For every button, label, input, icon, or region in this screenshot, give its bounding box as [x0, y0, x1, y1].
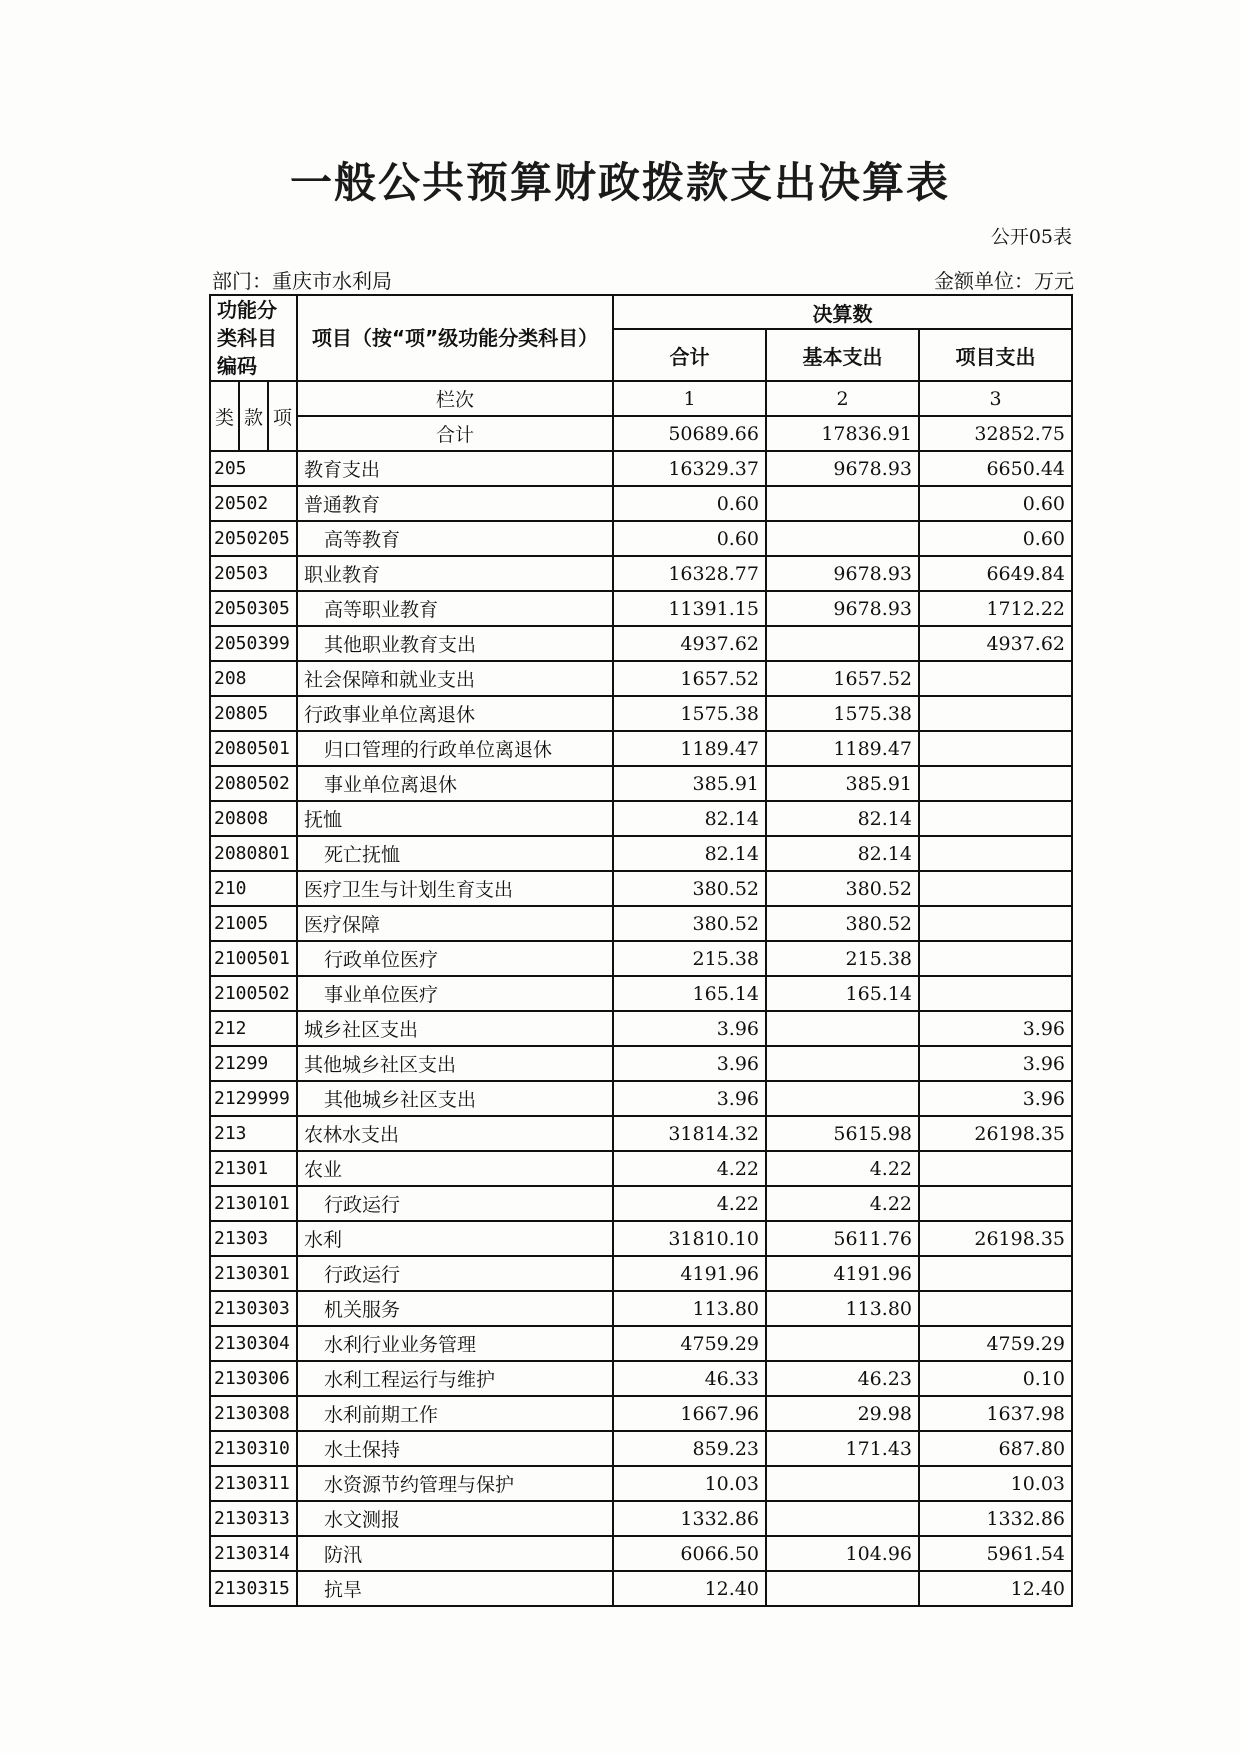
row-project: 0.10 [919, 1361, 1072, 1396]
row-code: 2050399 [210, 626, 297, 661]
row-code: 2050305 [210, 591, 297, 626]
row-code: 21301 [210, 1151, 297, 1186]
table-row [210, 1571, 1072, 1606]
row-code: 2130310 [210, 1431, 297, 1466]
row-basic: 9678.93 [766, 451, 919, 486]
row-code: 2130314 [210, 1536, 297, 1571]
row-basic: 5615.98 [766, 1116, 919, 1151]
row-total: 1657.52 [613, 661, 766, 696]
row-code: 212 [210, 1011, 297, 1046]
row-total: 16328.77 [613, 556, 766, 591]
row-code: 21299 [210, 1046, 297, 1081]
row-total: 0.60 [613, 486, 766, 521]
row-project [919, 906, 1072, 941]
table-row [210, 626, 1072, 661]
row-basic: 165.14 [766, 976, 919, 1011]
table-row [210, 451, 1072, 486]
row-project [919, 941, 1072, 976]
row-code: 2130315 [210, 1571, 297, 1606]
row-total: 380.52 [613, 871, 766, 906]
row-name: 农业 [297, 1151, 613, 1186]
table-row [210, 871, 1072, 906]
row-code: 2100501 [210, 941, 297, 976]
row-name: 防汛 [297, 1536, 613, 1571]
header-project: 项目支出 [919, 329, 1072, 381]
row-total: 12.40 [613, 1571, 766, 1606]
row-total: 4937.62 [613, 626, 766, 661]
row-basic: 1189.47 [766, 731, 919, 766]
column-number: 2 [766, 381, 919, 416]
row-project [919, 871, 1072, 906]
row-name: 行政事业单位离退休 [297, 696, 613, 731]
row-basic [766, 1046, 919, 1081]
row-project [919, 1291, 1072, 1326]
row-code: 21005 [210, 906, 297, 941]
row-total: 165.14 [613, 976, 766, 1011]
row-project [919, 1256, 1072, 1291]
row-project: 12.40 [919, 1571, 1072, 1606]
row-code: 2130306 [210, 1361, 297, 1396]
table-row [210, 1536, 1072, 1571]
row-name: 水利行业业务管理 [297, 1326, 613, 1361]
row-code: 21303 [210, 1221, 297, 1256]
table-row [210, 556, 1072, 591]
table-row [210, 1081, 1072, 1116]
row-code: 2130301 [210, 1256, 297, 1291]
row-basic [766, 1466, 919, 1501]
row-code: 20808 [210, 801, 297, 836]
row-code: 208 [210, 661, 297, 696]
row-basic: 9678.93 [766, 591, 919, 626]
row-basic [766, 486, 919, 521]
row-name: 其他职业教育支出 [297, 626, 613, 661]
row-project: 4759.29 [919, 1326, 1072, 1361]
row-code: 20503 [210, 556, 297, 591]
row-project: 0.60 [919, 521, 1072, 556]
row-project [919, 976, 1072, 1011]
row-name: 水文测报 [297, 1501, 613, 1536]
total-row-basic: 17836.91 [766, 416, 919, 451]
table-row [210, 521, 1072, 556]
row-code: 2130303 [210, 1291, 297, 1326]
row-project [919, 731, 1072, 766]
table-row [210, 1466, 1072, 1501]
row-total: 31814.32 [613, 1116, 766, 1151]
table-row [210, 906, 1072, 941]
row-code: 2080801 [210, 836, 297, 871]
row-total: 46.33 [613, 1361, 766, 1396]
row-name: 职业教育 [297, 556, 613, 591]
row-total: 380.52 [613, 906, 766, 941]
row-project [919, 836, 1072, 871]
row-project: 6650.44 [919, 451, 1072, 486]
row-project [919, 1151, 1072, 1186]
table-row [210, 1326, 1072, 1361]
row-code: 205 [210, 451, 297, 486]
row-name: 水利 [297, 1221, 613, 1256]
header-basic: 基本支出 [766, 329, 919, 381]
column-number: 1 [613, 381, 766, 416]
row-total: 82.14 [613, 836, 766, 871]
header-kuan: 款 [239, 381, 268, 451]
row-name: 水利前期工作 [297, 1396, 613, 1431]
row-total: 0.60 [613, 521, 766, 556]
table-row [210, 1046, 1072, 1081]
row-name: 教育支出 [297, 451, 613, 486]
row-code: 2080501 [210, 731, 297, 766]
table-row [210, 591, 1072, 626]
row-basic [766, 1571, 919, 1606]
table-row [210, 941, 1072, 976]
table-row [210, 1011, 1072, 1046]
row-project: 3.96 [919, 1081, 1072, 1116]
row-name: 死亡抚恤 [297, 836, 613, 871]
row-total: 385.91 [613, 766, 766, 801]
table-row [210, 836, 1072, 871]
row-basic: 4191.96 [766, 1256, 919, 1291]
table-row [210, 801, 1072, 836]
table-row [210, 1221, 1072, 1256]
row-project: 26198.35 [919, 1221, 1072, 1256]
row-project: 26198.35 [919, 1116, 1072, 1151]
row-total: 82.14 [613, 801, 766, 836]
row-code: 2130304 [210, 1326, 297, 1361]
row-project [919, 766, 1072, 801]
row-code: 20502 [210, 486, 297, 521]
row-project: 3.96 [919, 1011, 1072, 1046]
row-code: 2050205 [210, 521, 297, 556]
table-row [210, 1116, 1072, 1151]
row-code: 20805 [210, 696, 297, 731]
row-basic: 82.14 [766, 801, 919, 836]
row-basic: 46.23 [766, 1361, 919, 1396]
row-total: 16329.37 [613, 451, 766, 486]
row-basic [766, 521, 919, 556]
row-name: 水利工程运行与维护 [297, 1361, 613, 1396]
row-total: 11391.15 [613, 591, 766, 626]
row-total: 4191.96 [613, 1256, 766, 1291]
row-name: 水土保持 [297, 1431, 613, 1466]
column-number: 3 [919, 381, 1072, 416]
row-project: 1637.98 [919, 1396, 1072, 1431]
row-basic: 82.14 [766, 836, 919, 871]
row-basic: 29.98 [766, 1396, 919, 1431]
row-total: 3.96 [613, 1011, 766, 1046]
row-basic: 215.38 [766, 941, 919, 976]
row-project: 687.80 [919, 1431, 1072, 1466]
row-total: 1575.38 [613, 696, 766, 731]
row-project [919, 1186, 1072, 1221]
row-total: 6066.50 [613, 1536, 766, 1571]
row-name: 事业单位医疗 [297, 976, 613, 1011]
table-row [210, 1256, 1072, 1291]
row-basic: 4.22 [766, 1186, 919, 1221]
row-basic: 113.80 [766, 1291, 919, 1326]
table-row [210, 976, 1072, 1011]
row-total: 1332.86 [613, 1501, 766, 1536]
unit-label: 金额单位：万元 [934, 269, 1074, 293]
header-group: 决算数 [613, 295, 1072, 329]
row-basic: 4.22 [766, 1151, 919, 1186]
row-name: 机关服务 [297, 1291, 613, 1326]
row-name: 城乡社区支出 [297, 1011, 613, 1046]
row-basic [766, 1501, 919, 1536]
row-basic: 171.43 [766, 1431, 919, 1466]
row-code: 2130101 [210, 1186, 297, 1221]
row-project [919, 696, 1072, 731]
row-total: 113.80 [613, 1291, 766, 1326]
row-name: 医疗卫生与计划生育支出 [297, 871, 613, 906]
row-total: 31810.10 [613, 1221, 766, 1256]
row-project: 10.03 [919, 1466, 1072, 1501]
table-row [210, 1151, 1072, 1186]
row-code: 210 [210, 871, 297, 906]
row-project: 1332.86 [919, 1501, 1072, 1536]
row-basic [766, 1081, 919, 1116]
row-total: 4759.29 [613, 1326, 766, 1361]
table-row [210, 486, 1072, 521]
row-project: 1712.22 [919, 591, 1072, 626]
row-basic: 1657.52 [766, 661, 919, 696]
row-basic: 104.96 [766, 1536, 919, 1571]
row-project [919, 801, 1072, 836]
row-code: 2130311 [210, 1466, 297, 1501]
header-lei: 类 [210, 381, 239, 451]
row-code: 2080502 [210, 766, 297, 801]
row-name: 其他城乡社区支出 [297, 1046, 613, 1081]
table-row [210, 731, 1072, 766]
header-total: 合计 [613, 329, 766, 381]
table-row [210, 1186, 1072, 1221]
header-code: 功能分类科目编码 [210, 295, 297, 381]
row-name: 事业单位离退休 [297, 766, 613, 801]
row-code: 2100502 [210, 976, 297, 1011]
row-basic: 5611.76 [766, 1221, 919, 1256]
row-basic [766, 626, 919, 661]
row-project: 5961.54 [919, 1536, 1072, 1571]
row-code: 213 [210, 1116, 297, 1151]
total-row-project: 32852.75 [919, 416, 1072, 451]
table-row [210, 1396, 1072, 1431]
total-row-total: 50689.66 [613, 416, 766, 451]
row-name: 社会保障和就业支出 [297, 661, 613, 696]
row-basic [766, 1011, 919, 1046]
row-basic: 380.52 [766, 906, 919, 941]
table-row [210, 1431, 1072, 1466]
row-project: 4937.62 [919, 626, 1072, 661]
row-basic: 380.52 [766, 871, 919, 906]
row-total: 3.96 [613, 1081, 766, 1116]
table-row [210, 1361, 1072, 1396]
row-project: 3.96 [919, 1046, 1072, 1081]
row-project: 0.60 [919, 486, 1072, 521]
row-basic: 9678.93 [766, 556, 919, 591]
row-total: 215.38 [613, 941, 766, 976]
header-xiang: 项 [268, 381, 297, 451]
row-total: 1189.47 [613, 731, 766, 766]
row-code: 2130308 [210, 1396, 297, 1431]
row-name: 抚恤 [297, 801, 613, 836]
row-name: 行政运行 [297, 1256, 613, 1291]
row-basic: 385.91 [766, 766, 919, 801]
row-name: 抗旱 [297, 1571, 613, 1606]
row-name: 行政单位医疗 [297, 941, 613, 976]
table-row [210, 1501, 1072, 1536]
row-project: 6649.84 [919, 556, 1072, 591]
row-basic [766, 1326, 919, 1361]
table-row [210, 696, 1072, 731]
row-code: 2130313 [210, 1501, 297, 1536]
row-project [919, 661, 1072, 696]
department-label: 部门：重庆市水利局 [212, 269, 392, 293]
row-total: 859.23 [613, 1431, 766, 1466]
table-row [210, 661, 1072, 696]
row-name: 普通教育 [297, 486, 613, 521]
total-row-label: 合计 [297, 416, 613, 451]
row-name: 归口管理的行政单位离退休 [297, 731, 613, 766]
row-total: 10.03 [613, 1466, 766, 1501]
expenditure-table [209, 294, 1073, 1607]
row-total: 4.22 [613, 1186, 766, 1221]
form-number: 公开05表 [990, 226, 1072, 248]
row-name: 其他城乡社区支出 [297, 1081, 613, 1116]
row-name: 高等职业教育 [297, 591, 613, 626]
column-row-label: 栏次 [297, 381, 613, 416]
row-name: 农林水支出 [297, 1116, 613, 1151]
page-title: 一般公共预算财政拨款支出决算表 [289, 158, 950, 207]
row-basic: 1575.38 [766, 696, 919, 731]
row-total: 4.22 [613, 1151, 766, 1186]
row-code: 2129999 [210, 1081, 297, 1116]
table-row [210, 1291, 1072, 1326]
row-total: 3.96 [613, 1046, 766, 1081]
row-name: 水资源节约管理与保护 [297, 1466, 613, 1501]
row-name: 医疗保障 [297, 906, 613, 941]
row-name: 行政运行 [297, 1186, 613, 1221]
row-name: 高等教育 [297, 521, 613, 556]
header-item: 项目（按“项”级功能分类科目） [297, 295, 613, 381]
table-row [210, 766, 1072, 801]
row-total: 1667.96 [613, 1396, 766, 1431]
